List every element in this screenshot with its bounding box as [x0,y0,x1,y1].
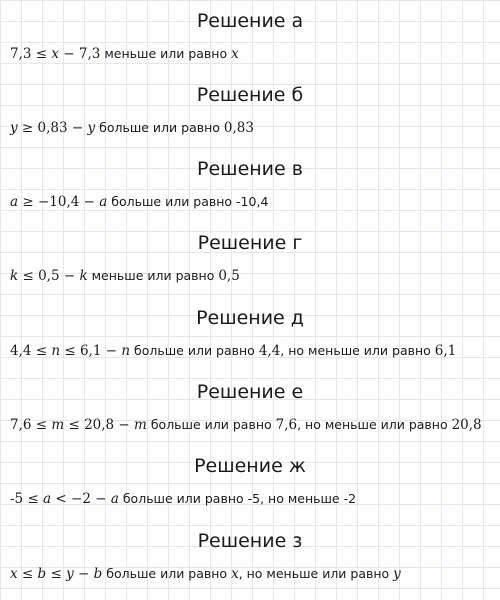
explanation-text: больше или равно [95,120,224,135]
solution-z [0,527,500,582]
math-variable: m [134,417,147,433]
explanation-text: больше или равно -10,4 [107,194,269,209]
math-expression: ≤ 0,5 − [18,268,80,284]
section-title: Решение д [196,307,304,329]
solution-line [10,267,240,285]
section-title: Решение з [197,530,303,552]
math-variable: a [43,491,52,507]
explanation-text: больше или равно [102,566,232,581]
math-expression: 7,6 ≤ [10,417,52,433]
solution-line [10,490,356,508]
solution-v [0,155,500,210]
math-expression: 4,4 ≤ [10,343,52,359]
section-title: Решение е [196,381,304,403]
math-variable: y [10,120,18,136]
section-title: Решение б [196,84,304,106]
math-variable: x [51,46,59,62]
explanation-text: , но меньше или равно [238,566,394,581]
section-title: Решение в [197,158,303,180]
math-expression: 20,8 [451,417,482,433]
math-expression: 0,83 [223,120,254,136]
solution-e [0,378,500,433]
solution-line [10,416,482,434]
explanation-text: меньше или равно [87,268,219,283]
solution-line [10,119,254,137]
math-expression: 4,4 [258,343,281,359]
solution-g [0,229,500,284]
solution-line [10,565,401,583]
math-expression: 7,6 [275,417,298,433]
math-expression: 7,3 ≤ [10,46,52,62]
math-expression: ≤ 6,1 − [60,343,122,359]
math-variable: b [37,566,47,582]
math-expression: − 7,3 [59,46,101,62]
explanation-text: , но меньше или равно [297,417,452,432]
explanation-text: больше или равно [146,417,276,432]
math-variable: y [87,120,96,136]
math-variable: x [231,566,239,582]
solution-a [0,7,500,62]
solution-line [10,45,239,63]
math-variable: k [79,268,88,284]
solution-zh [0,452,500,507]
solution-line [10,193,268,211]
math-expression: − [73,566,94,582]
explanation-text: , но меньше или равно [280,343,435,358]
math-variable: y [393,566,401,582]
section-title: Решение ж [194,455,306,477]
math-expression: ≤ [46,566,67,582]
math-variable: n [121,343,131,359]
math-expression: 6,1 [434,343,457,359]
math-variable: m [51,417,65,433]
math-variable: n [51,343,61,359]
math-expression: -5 ≤ [10,491,44,507]
math-expression: ≥ −10,4 − [18,194,100,210]
math-variable: x [231,46,239,62]
math-expression: ≥ 0,83 − [17,120,88,136]
math-variable: x [10,566,18,582]
math-variable: a [110,491,119,507]
section-title: Решение г [197,232,303,254]
math-expression: < −2 − [51,491,111,507]
solution-b [0,81,500,136]
solution-d [0,304,500,359]
math-variable: a [10,194,19,210]
math-expression: 0,5 [218,268,240,284]
math-variable: b [93,566,103,582]
explanation-text: больше или равно [130,343,259,358]
explanation-text: меньше или равно [100,46,232,61]
section-title: Решение а [196,10,304,32]
math-variable: a [99,194,108,210]
math-variable: y [66,566,74,582]
math-variable: k [10,268,19,284]
solution-line [10,342,456,360]
math-expression: ≤ [17,566,38,582]
math-expression: ≤ 20,8 − [64,417,135,433]
explanation-text: больше или равно -5, но меньше -2 [118,491,357,506]
